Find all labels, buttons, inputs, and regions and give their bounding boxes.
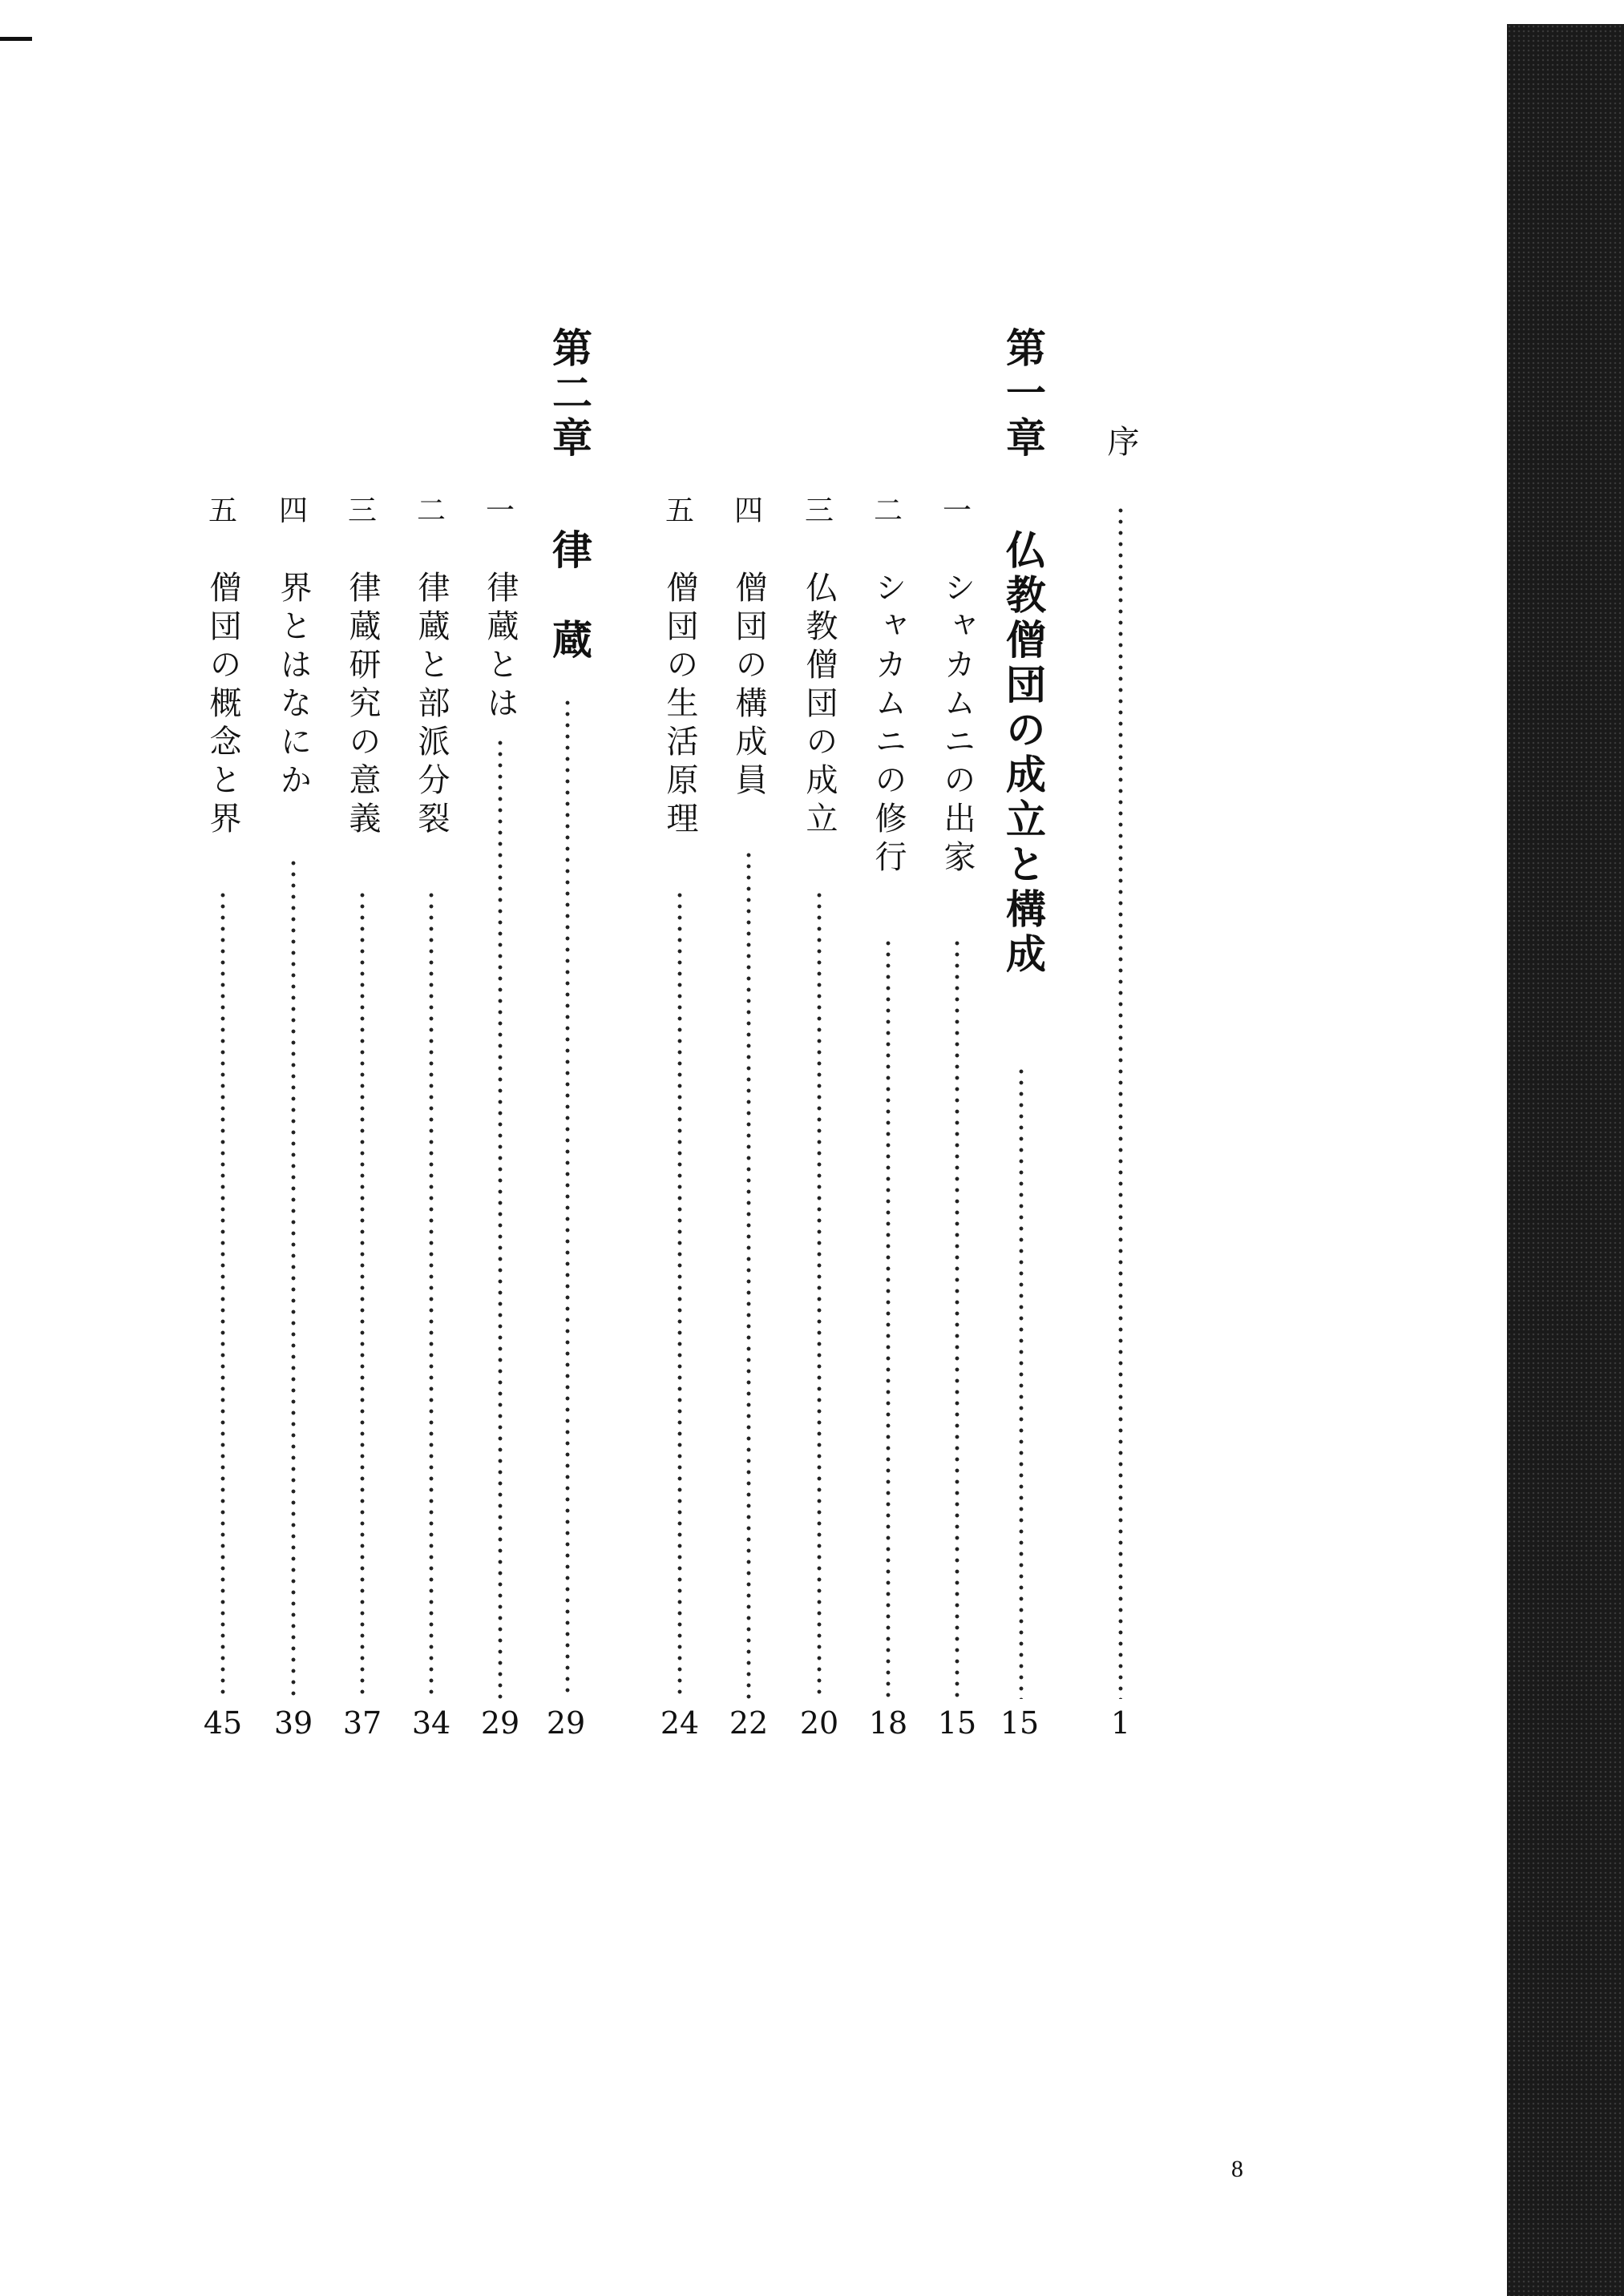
page-number: 15 (937, 1705, 977, 1741)
chapter-title: 律 蔵 (546, 529, 593, 664)
page-number: 18 (868, 1705, 908, 1741)
page-number: 1 (1110, 1705, 1131, 1741)
dot-leader (1118, 505, 1123, 1699)
section-number: 四 (278, 494, 308, 527)
section-title: 界とはなにか (275, 571, 312, 801)
section-number: 一 (485, 494, 515, 527)
dot-leader (677, 890, 682, 1699)
section-title: シャカムニの修行 (870, 571, 907, 878)
section-number: 一 (942, 494, 972, 527)
section-title: 僧団の生活原理 (661, 571, 698, 840)
scan-mark (0, 37, 32, 41)
dot-leader (886, 938, 891, 1699)
page-number: 45 (203, 1705, 243, 1741)
page-folio: 8 (1231, 2156, 1243, 2182)
dot-leader (291, 857, 296, 1699)
dot-leader (498, 737, 503, 1699)
page-number: 24 (660, 1705, 700, 1741)
dot-leader (955, 938, 959, 1699)
dot-leader (429, 890, 434, 1699)
dot-leader (565, 697, 570, 1699)
chapter-title: 仏教僧団の成立と構成 (1000, 529, 1047, 978)
section-number: 四 (733, 494, 763, 527)
section-number: 三 (804, 494, 834, 527)
page-number: 22 (729, 1705, 769, 1741)
entry-title: 序 (1102, 425, 1139, 463)
section-title: 律蔵と部派分裂 (413, 571, 450, 840)
section-title: 僧団の構成員 (730, 571, 767, 801)
page-number: 29 (546, 1705, 586, 1741)
page-number: 29 (480, 1705, 520, 1741)
dot-leader (817, 890, 822, 1699)
page-number: 37 (342, 1705, 382, 1741)
dot-leader (360, 890, 365, 1699)
section-number: 五 (665, 494, 694, 527)
section-title: 律蔵とは (482, 571, 519, 724)
section-title: 仏教僧団の成立 (801, 571, 838, 840)
page-number: 34 (411, 1705, 451, 1741)
section-title: シャカムニの出家 (939, 571, 976, 878)
section-title: 僧団の概念と界 (204, 571, 241, 840)
chapter-number: 第一章 (1000, 327, 1047, 462)
chapter-number: 第二章 (546, 327, 593, 462)
dot-leader (1019, 1066, 1024, 1699)
section-number: 三 (347, 494, 377, 527)
scan-edge-shadow (1507, 24, 1624, 2296)
section-title: 律蔵研究の意義 (344, 571, 381, 840)
page-number: 39 (273, 1705, 313, 1741)
section-number: 二 (873, 494, 903, 527)
section-number: 五 (208, 494, 237, 527)
dot-leader (220, 890, 225, 1699)
page-number: 15 (1000, 1705, 1040, 1741)
dot-leader (746, 849, 751, 1699)
section-number: 二 (416, 494, 446, 527)
page-number: 20 (799, 1705, 839, 1741)
